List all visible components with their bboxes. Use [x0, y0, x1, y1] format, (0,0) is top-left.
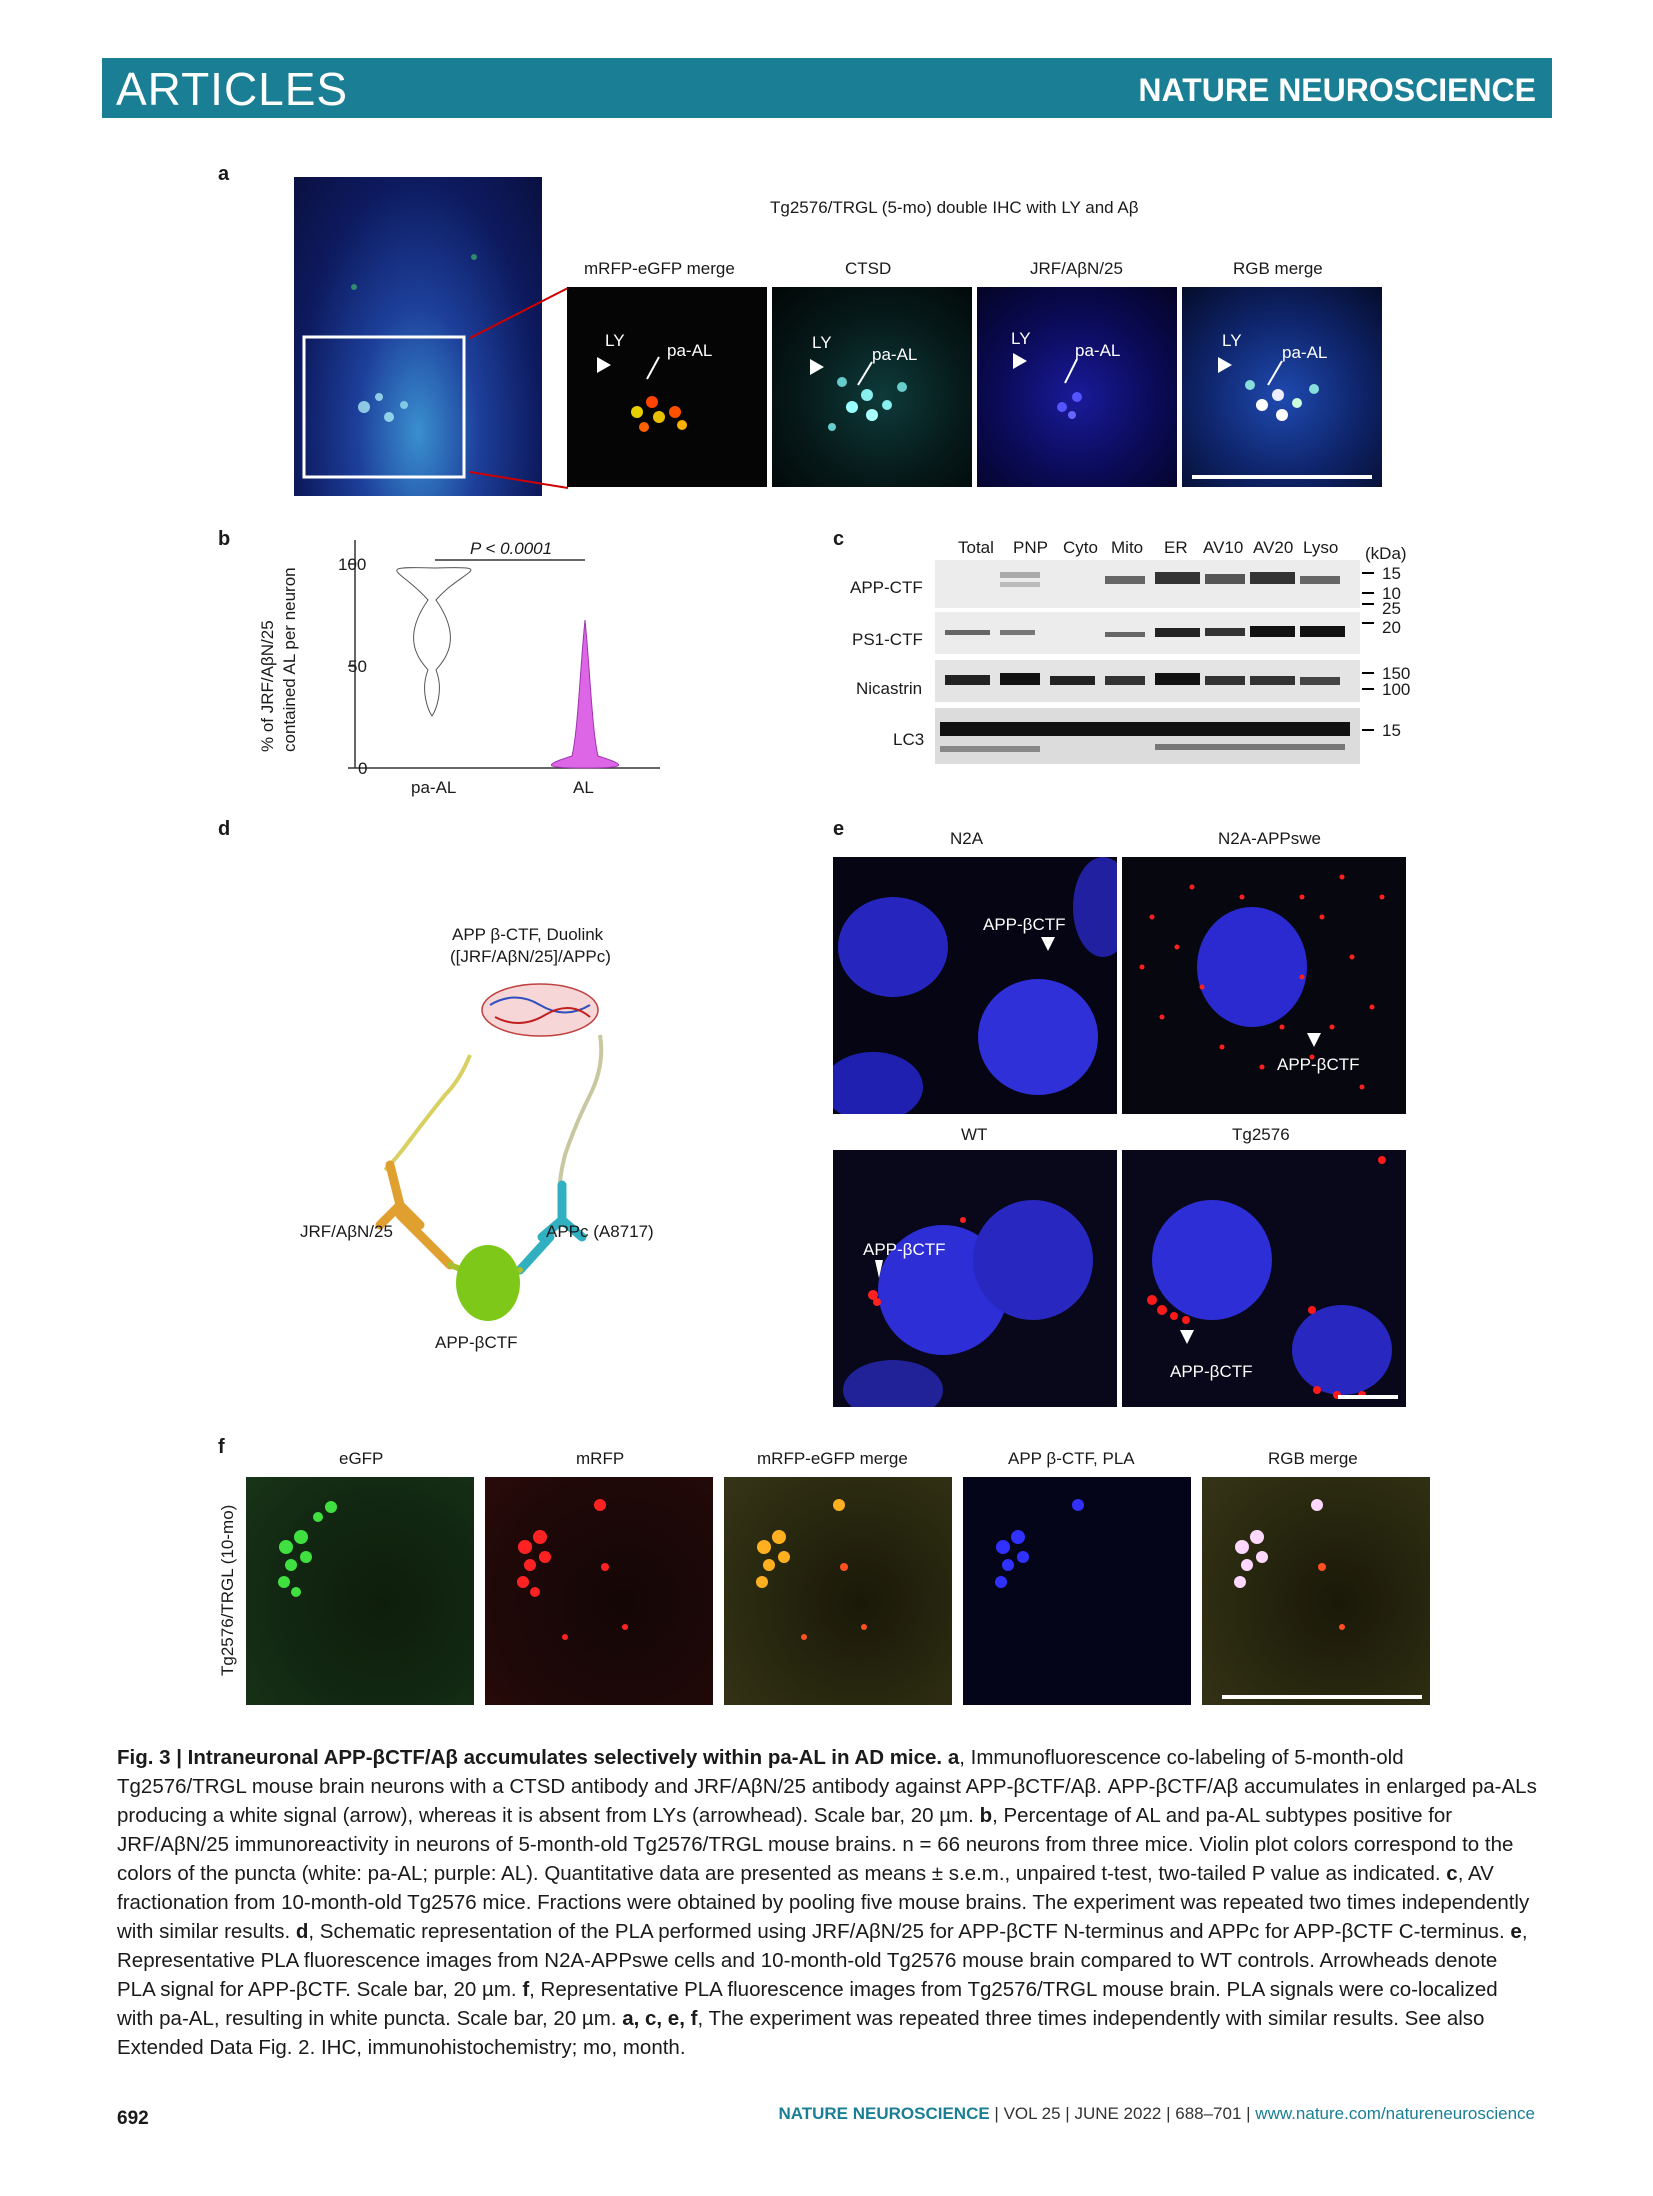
blot-label-lc3: LC3: [893, 730, 925, 749]
marker-15b: 15: [1382, 721, 1401, 740]
panel-d-title-2: ([JRF/AβN/25]/APPc): [450, 947, 611, 966]
caption-fig-title: Fig. 3 | Intraneuronal APP-βCTF/Aβ accumulates selectively within pa-AL in AD mice.: [117, 1746, 943, 1769]
panel-a-scale-bar: [1192, 475, 1372, 479]
panel-f-image-merge: [724, 1477, 952, 1705]
jrf-antibody: [380, 1165, 450, 1265]
western-blot: [935, 560, 1360, 770]
panel-a-sub-1: mRFP-eGFP merge: [584, 259, 735, 278]
footer-url[interactable]: www.nature.com/natureneuroscience: [1255, 2104, 1535, 2123]
fraction-mito: Mito: [1111, 538, 1144, 557]
fraction-total: Total: [958, 538, 994, 557]
app-bctf-protein: [456, 1245, 520, 1321]
panel-a-ly-3: LY: [1011, 329, 1031, 348]
caption-tail-bold: a, c, e, f: [622, 2007, 698, 2030]
panel-e-image-n2a: [833, 857, 1117, 1114]
marker-ticks: [1360, 560, 1380, 770]
caption-e-text: , Representative PLA fluorescence images from N2A-APPswe cells and 10-month-old Tg2576 mouse brain compared to WT controls. Arrowheads denote PLA signal for APP-βCTF. Scale bar, 20 µm.: [117, 1920, 1528, 2001]
panel-f-sub-2: mRFP: [576, 1449, 625, 1468]
panel-d-title-1: APP β-CTF, Duolink: [452, 925, 604, 944]
caption-c-label: c: [1446, 1862, 1458, 1885]
panel-b-ylabel-2: contained AL per neuron: [280, 567, 299, 752]
fraction-lyso: Lyso: [1303, 538, 1339, 557]
caption-f-text: , Representative PLA fluorescence images from Tg2576/TRGL mouse brain. PLA signals were co-localized with pa-AL, resulting in white puncta. Scale bar, 20 µm.: [117, 1978, 1498, 2030]
panel-b-tick-50: 50: [348, 657, 367, 676]
panel-e-scale-bar: [1338, 1395, 1398, 1399]
fraction-av20: AV20: [1253, 538, 1294, 557]
caption-e-label: e: [1510, 1920, 1522, 1943]
panel-e-title-tg2576: Tg2576: [1232, 1125, 1290, 1144]
panel-e-marker-4: APP-βCTF: [1170, 1362, 1253, 1381]
panel-e-image-n2a-appswe: [1122, 857, 1406, 1114]
panel-e-title-n2a-appswe: N2A-APPswe: [1218, 829, 1321, 848]
blot-label-nicastrin: Nicastrin: [856, 679, 923, 698]
panel-f-scale-bar: [1222, 1695, 1422, 1699]
panel-b-ylabel-1: % of JRF/AβN/25: [258, 620, 277, 752]
panel-a-sub-2: CTSD: [845, 259, 892, 278]
panel-f-sub-1: eGFP: [339, 1449, 384, 1468]
panel-a-image-mrfp-egfp: [567, 287, 767, 487]
panel-d-right-label: APPc (A8717): [546, 1222, 654, 1241]
caption-c-text: , AV fractionation from 10-month-old Tg2576 mice. Fractions were obtained by pooling five mouse brains. The experiment was repeated two times independently with similar results.: [117, 1862, 1530, 1943]
panel-d-bottom-label: APP-βCTF: [435, 1333, 518, 1352]
panel-a-ly-1: LY: [605, 331, 625, 350]
panel-e-image-wt: [833, 1150, 1117, 1407]
panel-b-cat-paal: pa-AL: [411, 778, 457, 797]
marker-100: 100: [1382, 680, 1411, 699]
panel-b-cat-al: AL: [573, 778, 594, 797]
violin-al: [551, 620, 618, 768]
caption-tail-text: , The experiment was repeated three times independently with similar results. See also Extended Data Fig. 2. IHC, immunohistochemistry; mo, month.: [117, 2007, 1485, 2059]
panel-b-tick-0: 0: [358, 759, 368, 778]
figure-caption: [117, 1743, 1537, 2062]
panel-a-label: a: [218, 163, 230, 185]
left-linker: [385, 1055, 470, 1170]
panel-e-marker-2: APP-βCTF: [1277, 1055, 1360, 1074]
panel-e-marker-3: APP-βCTF: [863, 1240, 946, 1259]
panel-d-label: d: [218, 818, 231, 840]
fraction-er: ER: [1164, 538, 1188, 557]
panel-a-image-jrf: [977, 287, 1177, 487]
panel-a-image-ctsd: [772, 287, 972, 487]
panel-f-image-egfp: [246, 1477, 474, 1705]
panel-a-zoom-lines: [440, 280, 570, 500]
caption-a-label: a: [947, 1746, 960, 1769]
caption-d-label: d: [295, 1920, 309, 1943]
panel-a-paal-2: pa-AL: [872, 345, 918, 364]
panel-f-sub-3: mRFP-eGFP merge: [757, 1449, 908, 1468]
panel-b-label: b: [218, 528, 231, 550]
panel-a-title: Tg2576/TRGL (5-mo) double IHC with LY and Aβ: [770, 198, 1139, 217]
marker-10: 10: [1382, 584, 1401, 603]
footer-journal: NATURE NEUROSCIENCE: [778, 2104, 990, 2123]
panel-e-label: e: [833, 818, 845, 840]
marker-25: 25: [1382, 599, 1401, 618]
pla-schematic: [300, 975, 680, 1335]
kda-label: (kDa): [1365, 544, 1407, 563]
blot-label-ps1-ctf: PS1-CTF: [852, 630, 923, 649]
panel-a-paal-1: pa-AL: [667, 341, 713, 360]
marker-15a: 15: [1382, 564, 1401, 583]
caption-b-label: b: [979, 1804, 993, 1827]
caption-f-label: f: [522, 1978, 530, 2001]
panel-a-ly-2: LY: [812, 333, 832, 352]
caption-d-text: , Schematic representation of the PLA performed using JRF/AβN/25 for APP-βCTF N-terminus and APPc for APP-βCTF C-terminus.: [308, 1920, 1511, 1943]
panel-a-sub-3: JRF/AβN/25: [1030, 259, 1123, 278]
journal-title: NATURE NEUROSCIENCE: [1138, 72, 1536, 108]
marker-20: 20: [1382, 618, 1401, 637]
panel-d-left-label: JRF/AβN/25: [300, 1222, 393, 1241]
violin-pa-al: [397, 568, 471, 716]
header-bar: [102, 58, 1552, 118]
right-linker: [560, 1035, 601, 1185]
panel-a-paal-3: pa-AL: [1075, 341, 1121, 360]
marker-150: 150: [1382, 664, 1411, 683]
fraction-pnp: PNP: [1013, 538, 1048, 557]
panel-b-pvalue: P < 0.0001: [470, 539, 553, 558]
caption-b-text: , Percentage of AL and pa-AL subtypes positive for JRF/AβN/25 immunoreactivity in neurons of 5-month-old Tg2576/TRGL mouse brains. n = 66 neurons from three mice. Violin plot colors correspond to the colors of the puncta (white: pa-AL; purple: AL). Quantitative data are presented as means ± s.e.m., unpaired t-test, two-tailed P value as indicated.: [117, 1804, 1514, 1885]
fraction-cyto: Cyto: [1063, 538, 1098, 557]
panel-a-paal-4: pa-AL: [1282, 343, 1328, 362]
panel-f-label: f: [218, 1436, 225, 1458]
panel-e-image-tg2576: [1122, 1150, 1406, 1407]
panel-f-image-pla: [963, 1477, 1191, 1705]
caption-a-text: , Immunofluorescence co-labeling of 5-month-old Tg2576/TRGL mouse brain neurons with a CTSD antibody and JRF/AβN/25 antibody against APP-βCTF/Aβ. APP-βCTF/Aβ accumulates in enlarged pa-ALs producing a white signal (arrow), whereas it is absent from LYs (arrowhead). Scale bar, 20 µm.: [117, 1746, 1537, 1827]
footer-volume: | VOL 25 | JUNE 2022 | 688–701 |: [989, 2104, 1256, 2123]
panel-a-image-rgb: [1182, 287, 1382, 487]
panel-e-title-n2a: N2A: [950, 829, 984, 848]
panel-a-sub-4: RGB merge: [1233, 259, 1323, 278]
page-number: 692: [117, 2108, 149, 2129]
panel-e-marker-1: APP-βCTF: [983, 915, 1066, 934]
panel-f-sub-4: APP β-CTF, PLA: [1008, 1449, 1135, 1468]
panel-c-label: c: [833, 528, 845, 550]
blot-label-app-ctf: APP-CTF: [850, 578, 923, 597]
panel-f-image-mrfp: [485, 1477, 713, 1705]
panel-f-image-rgb: [1202, 1477, 1430, 1705]
panel-a-ly-4: LY: [1222, 331, 1242, 350]
panel-e-title-wt: WT: [961, 1125, 988, 1144]
panel-f-side-label: Tg2576/TRGL (10-mo): [218, 1504, 237, 1676]
section-title: ARTICLES: [116, 63, 349, 115]
fraction-av10: AV10: [1203, 538, 1244, 557]
panel-f-sub-5: RGB merge: [1268, 1449, 1358, 1468]
panel-b-tick-100: 100: [338, 555, 367, 574]
footer-info: [778, 2104, 1535, 2124]
